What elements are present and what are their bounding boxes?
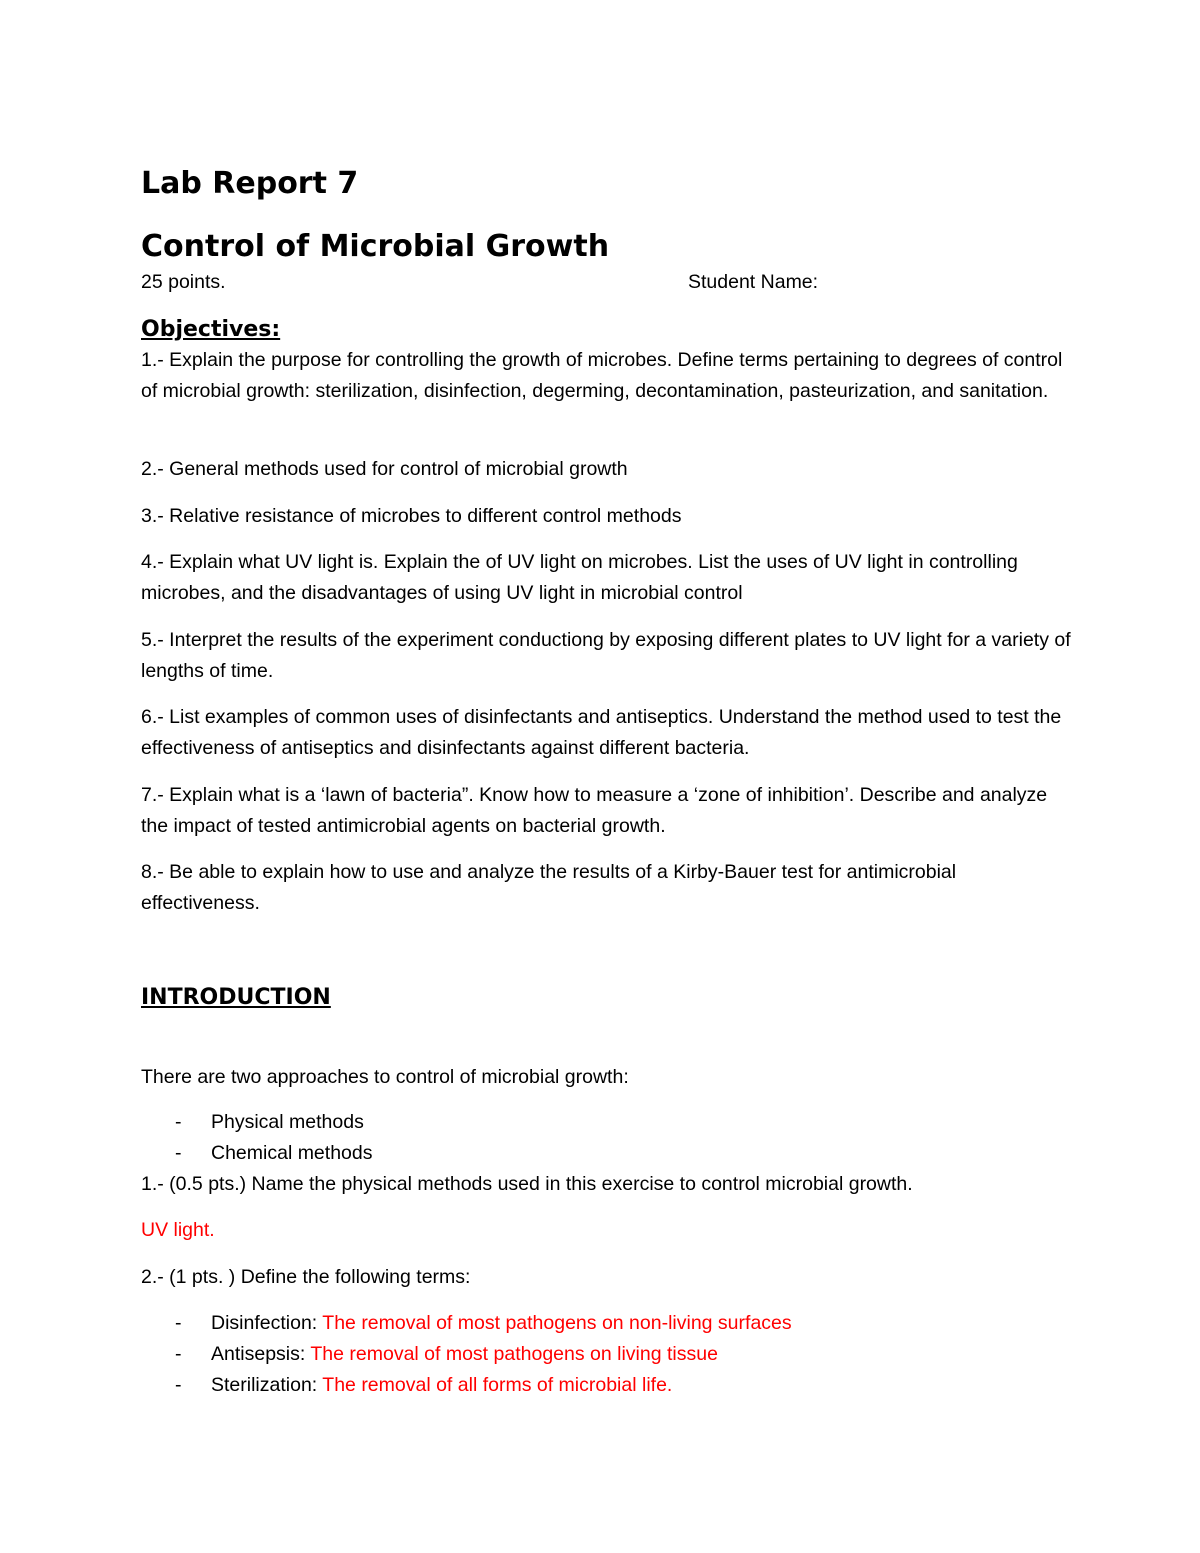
bullet-dash: - xyxy=(175,1343,182,1365)
objective-item-1: 1.- Explain the purpose for controlling the growth of microbes. Define terms pertaining to degrees of control of microbial growth: sterilization, disinfection, degerming, decontamination, pasteurization, and sanitation. xyxy=(141,349,1063,402)
term-label: Sterilization: xyxy=(211,1374,318,1396)
approach-chemical: Chemical methods xyxy=(211,1142,373,1164)
introduction-heading: INTRODUCTION xyxy=(141,985,331,1010)
objective-item-5: 5.- Interpret the results of the experiment conductiong by exposing different plates to UV light for a variety of lengths of time. xyxy=(141,629,1071,682)
bullet-dash: - xyxy=(175,1142,182,1164)
bullet-dash: - xyxy=(175,1374,182,1396)
points-label: 25 points. xyxy=(141,271,226,293)
term-row-sterilization xyxy=(211,1370,672,1401)
objective-item-7: 7.- Explain what is a ‘lawn of bacteria”. Know how to measure a ‘zone of inhibition’. Describe and analyze the impact of tested antimicrobial agents on bacterial growth. xyxy=(141,784,1048,837)
objective-item-8: 8.- Be able to explain how to use and analyze the results of a Kirby-Bauer test for antimicrobial effectiveness. xyxy=(141,861,957,914)
answer-1: UV light. xyxy=(141,1219,215,1241)
question-1: 1.- (0.5 pts.) Name the physical methods used in this exercise to control microbial growth. xyxy=(141,1173,913,1195)
term-label: Antisepsis: xyxy=(211,1343,306,1365)
term-definition: The removal of most pathogens on non-living surfaces xyxy=(322,1312,792,1334)
objectives-heading: Objectives: xyxy=(141,317,281,342)
approach-physical: Physical methods xyxy=(211,1111,364,1133)
question-2: 2.- (1 pts. ) Define the following terms: xyxy=(141,1266,471,1288)
term-definition: The removal of most pathogens on living tissue xyxy=(310,1343,718,1365)
term-row-antisepsis xyxy=(211,1339,718,1370)
term-definition: The removal of all forms of microbial life. xyxy=(322,1374,673,1396)
objective-item-3: 3.- Relative resistance of microbes to different control methods xyxy=(141,505,682,527)
objective-item-2: 2.- General methods used for control of microbial growth xyxy=(141,458,628,480)
introduction-lead: There are two approaches to control of microbial growth: xyxy=(141,1066,629,1088)
term-label: Disinfection: xyxy=(211,1312,318,1334)
bullet-dash: - xyxy=(175,1111,182,1133)
objective-item-6: 6.- List examples of common uses of disinfectants and antiseptics. Understand the method used to test the effectiveness of antiseptics and disinfectants against different bacteria. xyxy=(141,706,1062,759)
bullet-dash: - xyxy=(175,1312,182,1334)
objective-item-4: 4.- Explain what UV light is. Explain the of UV light on microbes. List the uses of UV light in controlling microbes, and the disadvantages of using UV light in microbial control xyxy=(141,551,1018,604)
term-row-disinfection xyxy=(211,1308,792,1339)
student-name-label: Student Name: xyxy=(688,271,819,293)
report-title: Lab Report 7 xyxy=(141,166,359,201)
report-subtitle: Control of Microbial Growth xyxy=(141,229,610,264)
